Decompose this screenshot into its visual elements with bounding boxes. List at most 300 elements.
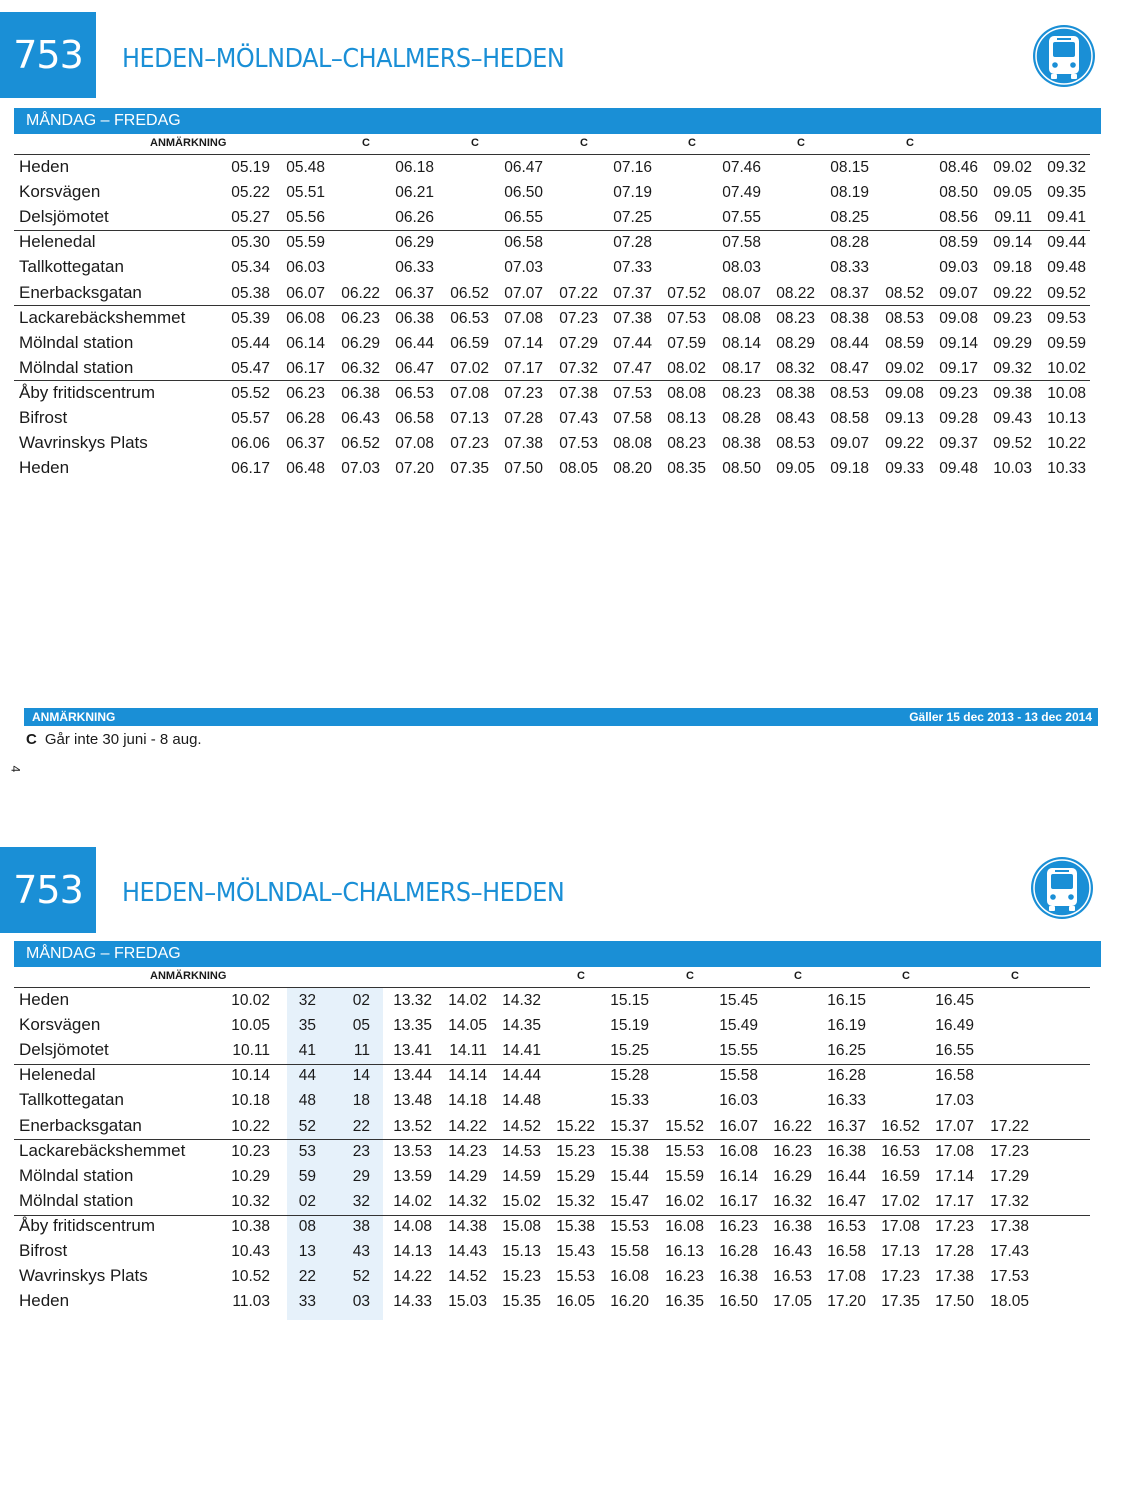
departure-time: 06.26	[395, 209, 434, 227]
departure-time: 06.52	[450, 284, 489, 302]
departure-time: 06.58	[395, 410, 434, 427]
departure-time: 06.37	[286, 435, 325, 453]
departure-time: 16.37	[827, 1117, 866, 1135]
stop-name: Mölndal station	[19, 332, 134, 352]
stop-name: Mölndal station	[19, 1165, 134, 1185]
departure-time: 16.53	[827, 1217, 866, 1235]
departure-time: 10.08	[1047, 384, 1086, 402]
departure-time: 15.49	[719, 1017, 758, 1035]
note-code: C	[471, 137, 479, 149]
departure-time: 09.37	[939, 435, 978, 453]
departure-time: 16.49	[935, 1017, 974, 1035]
departure-time: 14.08	[393, 1217, 432, 1235]
departure-time: 15.25	[610, 1042, 649, 1060]
departure-time: 15.58	[610, 1243, 649, 1260]
departure-time: 05.19	[231, 159, 270, 176]
departure-time: 08.03	[722, 259, 761, 277]
departure-time: 06.17	[286, 359, 325, 377]
departure-time: 17.13	[881, 1243, 920, 1260]
departure-time: 15.03	[448, 1293, 487, 1311]
departure-time: 07.35	[450, 460, 489, 478]
departure-time: 16.38	[719, 1268, 758, 1286]
departure-time: 32	[352, 1192, 370, 1210]
stop-name: Helenedal	[19, 232, 96, 252]
departure-time: 15.37	[610, 1117, 649, 1135]
departure-time: 17.02	[881, 1192, 920, 1210]
departure-time: 16.58	[935, 1067, 974, 1085]
departure-time: 13.32	[393, 992, 432, 1009]
stop-name: Delsjömotet	[19, 1040, 109, 1060]
departure-time: 14.02	[448, 992, 487, 1009]
route-number-badge: 753	[0, 847, 96, 933]
departure-time: 52	[352, 1268, 370, 1286]
departure-time: 09.02	[885, 359, 924, 377]
departure-time: 14.32	[448, 1192, 487, 1210]
departure-time: 09.38	[993, 384, 1032, 402]
departure-time: 14.29	[448, 1167, 487, 1185]
departure-time: 14.11	[449, 1042, 487, 1060]
departure-time: 10.03	[993, 460, 1032, 478]
departure-time: 08.56	[939, 209, 978, 227]
departure-time: 22	[352, 1117, 370, 1135]
departure-time: 14.14	[448, 1067, 487, 1085]
departure-time: 18	[352, 1092, 370, 1110]
departure-time: 10.52	[231, 1268, 270, 1286]
departure-time: 05.38	[231, 284, 270, 302]
departure-time: 06.52	[341, 435, 380, 453]
departure-time: 14.59	[502, 1167, 541, 1185]
departure-time: 08.28	[830, 234, 869, 252]
departure-time: 08.28	[722, 410, 761, 427]
departure-time: 15.33	[610, 1092, 649, 1110]
departure-time: 16.53	[881, 1142, 920, 1160]
departure-time: 14.52	[502, 1117, 541, 1135]
departure-time: 07.25	[613, 209, 652, 227]
departure-time: 13.59	[393, 1167, 432, 1185]
departure-time: 17.05	[773, 1293, 812, 1311]
departure-time: 14.43	[448, 1243, 487, 1260]
departure-time: 17.08	[935, 1142, 974, 1160]
stop-name: Wavrinskys Plats	[19, 433, 148, 453]
departure-time: 05.44	[231, 334, 270, 352]
footer-label: ANMÄRKNING	[32, 710, 116, 724]
row-divider	[14, 1215, 1090, 1216]
departure-time: 16.33	[827, 1092, 866, 1110]
departure-time: 13.53	[393, 1142, 432, 1160]
route-number-badge: 753	[0, 12, 96, 98]
departure-time: 05.22	[231, 184, 270, 202]
note-code: C	[580, 137, 588, 149]
departure-time: 16.08	[719, 1142, 758, 1160]
departure-time: 15.44	[610, 1167, 649, 1185]
departure-time: 09.44	[1047, 234, 1086, 252]
departure-time: 08.32	[776, 359, 815, 377]
departure-time: 07.08	[395, 435, 434, 453]
departure-time: 09.02	[993, 159, 1032, 176]
stop-name: Mölndal station	[19, 357, 134, 377]
note-code: C	[902, 970, 910, 982]
stop-name: Korsvägen	[19, 182, 101, 202]
departure-time: 15.59	[665, 1167, 704, 1185]
stop-name: Wavrinskys Plats	[19, 1266, 148, 1286]
stop-name: Heden	[19, 458, 70, 478]
departure-time: 05.48	[286, 159, 325, 176]
departure-time: 08.19	[830, 184, 869, 202]
departure-time: 16.02	[665, 1192, 704, 1210]
departure-time: 09.23	[939, 384, 978, 402]
departure-time: 06.07	[286, 284, 325, 302]
note-code: C	[688, 137, 696, 149]
departure-time: 17.32	[990, 1192, 1029, 1210]
departure-time: 05.51	[286, 184, 325, 202]
departure-time: 08.52	[885, 284, 924, 302]
departure-time: 13.41	[393, 1042, 432, 1060]
note-code: C	[362, 137, 370, 149]
departure-time: 06.58	[504, 234, 543, 252]
departure-time: 15.47	[610, 1192, 649, 1210]
footnote-text: Går inte 30 juni - 8 aug.	[44, 731, 202, 748]
departure-time: 15.35	[502, 1293, 541, 1311]
departure-time: 08.23	[776, 309, 815, 327]
departure-time: 08.02	[667, 359, 706, 377]
departure-time: 06.29	[395, 234, 434, 252]
departure-time: 15.53	[556, 1268, 595, 1286]
departure-time: 08.08	[613, 435, 652, 453]
departure-time: 16.38	[827, 1142, 866, 1160]
departure-time: 03	[352, 1293, 370, 1311]
departure-time: 09.52	[993, 435, 1032, 453]
note-code: C	[1011, 970, 1019, 982]
departure-time: 09.07	[830, 435, 869, 453]
departure-time: 17.08	[881, 1217, 920, 1235]
departure-time: 41	[298, 1042, 316, 1060]
departure-time: 17.03	[935, 1092, 974, 1110]
departure-time: 16.15	[827, 992, 866, 1009]
departure-time: 09.41	[1047, 209, 1086, 227]
departure-time: 14.22	[393, 1268, 432, 1286]
departure-time: 14.53	[502, 1142, 541, 1160]
departure-time: 09.53	[1047, 309, 1086, 327]
departure-time: 06.33	[395, 259, 434, 277]
departure-time: 16.14	[719, 1167, 758, 1185]
departure-time: 09.23	[993, 309, 1032, 327]
departure-time: 14	[352, 1067, 370, 1085]
departure-time: 16.50	[719, 1293, 758, 1311]
departure-time: 09.52	[1047, 284, 1086, 302]
departure-time: 08.46	[939, 159, 978, 176]
stop-name: Lackarebäckshemmet	[19, 307, 186, 327]
departure-time: 18.05	[990, 1293, 1029, 1311]
departure-time: 16.45	[935, 992, 974, 1009]
departure-time: 06.28	[286, 410, 325, 427]
departure-time: 02	[298, 1192, 316, 1210]
note-header-label: ANMÄRKNING	[150, 970, 227, 982]
departure-time: 10.02	[1047, 359, 1086, 377]
departure-time: 17.23	[990, 1142, 1029, 1160]
departure-time: 08.05	[559, 460, 598, 478]
departure-time: 08	[298, 1217, 316, 1235]
departure-time: 08.58	[830, 410, 869, 427]
departure-time: 09.33	[885, 460, 924, 478]
departure-time: 09.07	[939, 284, 978, 302]
stop-name: Helenedal	[19, 1065, 96, 1085]
departure-time: 07.19	[613, 184, 652, 202]
departure-time: 15.53	[610, 1217, 649, 1235]
stop-name: Delsjömotet	[19, 207, 109, 227]
departure-time: 06.22	[341, 284, 380, 302]
departure-time: 07.50	[504, 460, 543, 478]
departure-time: 07.43	[559, 410, 598, 427]
departure-time: 07.20	[395, 460, 434, 478]
departure-time: 07.44	[613, 334, 652, 352]
departure-time: 17.08	[827, 1268, 866, 1286]
departure-time: 08.59	[939, 234, 978, 252]
departure-time: 07.38	[504, 435, 543, 453]
departure-time: 16.22	[773, 1117, 812, 1135]
departure-time: 06.43	[341, 410, 380, 427]
departure-time: 16.23	[773, 1142, 812, 1160]
departure-time: 15.45	[719, 992, 758, 1009]
departure-time: 08.07	[722, 284, 761, 302]
departure-time: 09.32	[993, 359, 1032, 377]
departure-time: 09.22	[885, 435, 924, 453]
departure-time: 02	[352, 992, 370, 1009]
departure-time: 43	[352, 1243, 370, 1260]
departure-time: 14.41	[502, 1042, 541, 1060]
departure-time: 16.35	[665, 1293, 704, 1311]
departure-time: 10.33	[1047, 460, 1086, 478]
departure-time: 10.29	[231, 1167, 270, 1185]
departure-time: 59	[298, 1167, 316, 1185]
note-code: C	[797, 137, 805, 149]
departure-time: 07.07	[504, 284, 543, 302]
departure-time: 08.47	[830, 359, 869, 377]
departure-time: 08.29	[776, 334, 815, 352]
departure-time: 17.38	[990, 1217, 1029, 1235]
departure-time: 07.32	[559, 359, 598, 377]
departure-time: 05.59	[286, 234, 325, 252]
departure-time: 09.05	[776, 460, 815, 478]
departure-time: 09.48	[939, 460, 978, 478]
departure-time: 14.22	[448, 1117, 487, 1135]
departure-time: 15.55	[719, 1042, 758, 1060]
departure-time: 52	[298, 1117, 316, 1135]
departure-time: 16.17	[719, 1192, 758, 1210]
departure-time: 07.13	[450, 410, 489, 427]
departure-time: 16.13	[665, 1243, 704, 1260]
departure-time: 06.29	[341, 334, 380, 352]
stop-name: Bifrost	[19, 1241, 68, 1260]
departure-time: 16.44	[827, 1167, 866, 1185]
departure-time: 15.28	[610, 1067, 649, 1085]
departure-time: 14.52	[448, 1268, 487, 1286]
departure-time: 16.05	[556, 1293, 595, 1311]
departure-time: 07.53	[559, 435, 598, 453]
departure-time: 15.53	[665, 1142, 704, 1160]
departure-time: 07.23	[504, 384, 543, 402]
departure-time: 17.22	[990, 1117, 1029, 1135]
departure-time: 05.52	[231, 384, 270, 402]
departure-time: 09.29	[993, 334, 1032, 352]
departure-time: 06.59	[450, 334, 489, 352]
departure-time: 17.38	[935, 1268, 974, 1286]
day-band: MÅNDAG – FREDAG	[14, 941, 1101, 967]
departure-time: 16.38	[773, 1217, 812, 1235]
departure-time: 23	[352, 1142, 370, 1160]
note-code: C	[686, 970, 694, 982]
departure-time: 06.44	[395, 334, 434, 352]
departure-time: 14.18	[448, 1092, 487, 1110]
stop-name: Heden	[19, 1291, 70, 1311]
departure-time: 05.56	[286, 209, 325, 227]
departure-time: 17.17	[935, 1192, 974, 1210]
departure-time: 07.14	[504, 334, 543, 352]
departure-time: 13.48	[393, 1092, 432, 1110]
departure-time: 13.52	[393, 1117, 432, 1135]
stop-name: Åby fritidscentrum	[19, 1215, 156, 1235]
departure-time: 07.08	[450, 384, 489, 402]
departure-time: 07.49	[722, 184, 761, 202]
departure-time: 07.17	[504, 359, 543, 377]
departure-time: 07.03	[504, 259, 543, 277]
departure-time: 08.13	[667, 410, 706, 427]
departure-time: 15.38	[610, 1142, 649, 1160]
departure-time: 11	[353, 1042, 370, 1060]
departure-time: 08.22	[776, 284, 815, 302]
departure-time: 06.06	[231, 435, 270, 453]
departure-time: 08.50	[939, 184, 978, 202]
departure-time: 17.35	[881, 1293, 920, 1311]
departure-time: 07.47	[613, 359, 652, 377]
departure-time: 09.28	[939, 410, 978, 427]
departure-time: 29	[352, 1167, 370, 1185]
departure-time: 17.29	[990, 1167, 1029, 1185]
note-code: C	[794, 970, 802, 982]
departure-time: 06.03	[286, 259, 325, 277]
day-band: MÅNDAG – FREDAG	[14, 108, 1101, 134]
departure-time: 07.55	[722, 209, 761, 227]
departure-time: 16.53	[773, 1268, 812, 1286]
departure-time: 06.50	[504, 184, 543, 202]
departure-time: 06.38	[341, 384, 380, 402]
row-divider	[14, 1064, 1090, 1065]
departure-time: 15.29	[556, 1167, 595, 1185]
departure-time: 08.37	[830, 284, 869, 302]
departure-time: 08.44	[830, 334, 869, 352]
stop-name: Tallkottegatan	[19, 1090, 124, 1110]
departure-time: 07.29	[559, 334, 598, 352]
departure-time: 07.46	[722, 159, 761, 176]
page-number: 4	[8, 765, 23, 773]
departure-time: 15.08	[502, 1217, 541, 1235]
departure-time: 16.23	[665, 1268, 704, 1286]
stop-name: Enerbacksgatan	[19, 1115, 142, 1135]
departure-time: 06.18	[395, 159, 434, 176]
departure-time: 08.33	[830, 259, 869, 277]
departure-time: 06.37	[395, 284, 434, 302]
departure-time: 13	[298, 1243, 316, 1260]
departure-time: 16.59	[881, 1167, 920, 1185]
departure-time: 09.11	[994, 209, 1032, 227]
departure-time: 08.20	[613, 460, 652, 478]
departure-time: 07.28	[613, 234, 652, 252]
note-header-label: ANMÄRKNING	[150, 137, 227, 149]
stop-name: Bifrost	[19, 408, 68, 427]
departure-time: 15.15	[610, 992, 649, 1009]
departure-time: 05.57	[231, 410, 270, 427]
stop-name: Heden	[19, 157, 70, 176]
departure-time: 09.22	[993, 284, 1032, 302]
departure-time: 14.05	[448, 1017, 487, 1035]
departure-time: 15.22	[556, 1117, 595, 1135]
departure-time: 08.08	[667, 384, 706, 402]
departure-time: 15.02	[502, 1192, 541, 1210]
departure-time: 10.05	[231, 1017, 270, 1035]
departure-time: 15.23	[502, 1268, 541, 1286]
departure-time: 07.23	[559, 309, 598, 327]
departure-time: 06.23	[286, 384, 325, 402]
departure-time: 06.53	[395, 384, 434, 402]
stop-name: Tallkottegatan	[19, 257, 124, 277]
departure-time: 16.55	[935, 1042, 974, 1060]
departure-time: 16.19	[827, 1017, 866, 1035]
departure-time: 06.17	[231, 460, 270, 478]
bus-icon	[1030, 856, 1094, 920]
departure-time: 07.53	[667, 309, 706, 327]
departure-time: 35	[298, 1017, 316, 1035]
departure-time: 16.07	[719, 1117, 758, 1135]
departure-time: 07.58	[613, 410, 652, 427]
departure-time: 10.11	[232, 1042, 270, 1060]
departure-time: 16.08	[610, 1268, 649, 1286]
departure-time: 10.18	[231, 1092, 270, 1110]
departure-time: 15.38	[556, 1217, 595, 1235]
stop-name: Lackarebäckshemmet	[19, 1140, 186, 1160]
departure-time: 10.13	[1047, 410, 1086, 427]
departure-time: 08.35	[667, 460, 706, 478]
stop-name: Åby fritidscentrum	[19, 382, 156, 402]
departure-time: 05.39	[231, 309, 270, 327]
departure-time: 15.23	[556, 1142, 595, 1160]
departure-time: 08.17	[722, 359, 761, 377]
departure-time: 09.17	[939, 359, 978, 377]
departure-time: 14.13	[393, 1243, 432, 1260]
departure-time: 10.38	[231, 1217, 270, 1235]
departure-time: 16.28	[719, 1243, 758, 1260]
departure-time: 05.27	[231, 209, 270, 227]
departure-time: 07.53	[613, 384, 652, 402]
departure-time: 07.37	[613, 284, 652, 302]
note-code: C	[577, 970, 585, 982]
departure-time: 16.28	[827, 1067, 866, 1085]
departure-time: 09.18	[830, 460, 869, 478]
departure-time: 08.43	[776, 410, 815, 427]
departure-time: 08.25	[830, 209, 869, 227]
departure-time: 09.35	[1047, 184, 1086, 202]
row-divider	[14, 1139, 1090, 1140]
departure-time: 14.33	[393, 1293, 432, 1311]
departure-time: 14.44	[502, 1067, 541, 1085]
departure-time: 15.43	[556, 1243, 595, 1260]
departure-time: 53	[298, 1142, 316, 1160]
departure-time: 33	[298, 1293, 316, 1311]
departure-time: 16.52	[881, 1117, 920, 1135]
departure-time: 07.08	[504, 309, 543, 327]
departure-time: 10.23	[231, 1142, 270, 1160]
departure-time: 16.08	[665, 1217, 704, 1235]
departure-time: 09.08	[885, 384, 924, 402]
departure-time: 09.08	[939, 309, 978, 327]
